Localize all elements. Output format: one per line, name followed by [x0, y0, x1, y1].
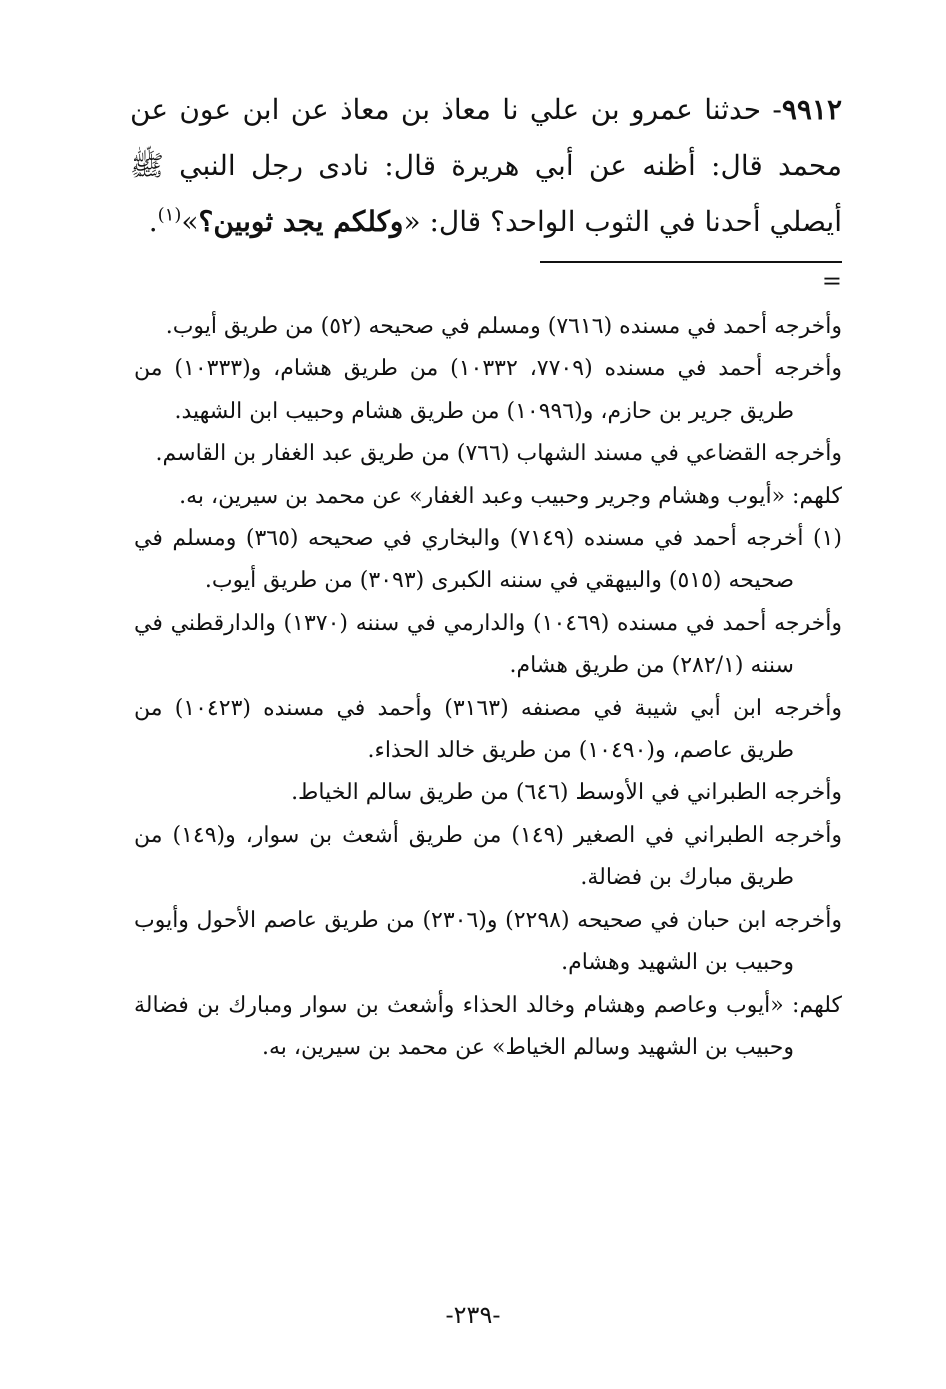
footnote-paragraph: وأخرجه أحمد في مسنده (٧٧٠٩، ١٠٣٣٢) من طريق هشام، و(١٠٣٣٣) من طريق جرير بن حازم، و(١٠٩٩٦) من طريق هشام وحبيب ابن الشهيد. — [134, 356, 842, 424]
hadith-text — [130, 82, 842, 250]
footnote-continuation-mark: = — [821, 267, 842, 295]
footnote-paragraph: وأخرجه الطبراني في الأوسط (٦٤٦) من طريق سالم الخياط. — [291, 780, 842, 806]
footnote-paragraph: وأخرجه أحمد في مسنده (٧٦١٦) ومسلم في صحيحه (٥٢) من طريق أيوب. — [165, 314, 842, 339]
footnote-paragraph: وأخرجه ابن أبي شيبة في مصنفه (٣١٦٣) وأحمد في مسنده (١٠٤٢٣) من طريق عاصم، و(١٠٤٩٠) من طريق خالد الحذاء. — [134, 695, 842, 764]
footnote-paragraph: وأخرجه ابن حبان في صحيحه (٢٢٩٨) و(٢٣٠٦) من طريق عاصم الأحول وأيوب وحبيب بن الشهيد وهشام. — [134, 907, 842, 976]
footnote-paragraph: وأخرجه القضاعي في مسند الشهاب (٧٦٦) من طريق عبد الغفار بن القاسم. — [155, 441, 842, 467]
footnote-paragraph: كلهم: «أيوب وعاصم وهشام وخالد الحذاء وأشعث بن سوار ومبارك بن فضالة وحبيب بن الشهيد وسالم الخياط» عن محمد بن سيرين، به. — [134, 992, 842, 1060]
page-number: -٢٣٩- — [445, 1301, 501, 1329]
hadith-number: ٩٩١٢ — [781, 93, 842, 126]
footnote-paragraph: كلهم: «أيوب وهشام وجرير وحبيب وعبد الغفار» عن محمد بن سيرين، به. — [179, 483, 842, 509]
footnote-reference: (١) — [157, 204, 182, 226]
footnote-1-paragraph: (١) أخرجه أحمد في مسنده (٧١٤٩) والبخاري في صحيحه (٣٦٥) ومسلم في صحيحه (٥١٥) والبيهقي في سننه الكبرى (٣٠٩٣) من طريق أيوب. — [134, 526, 842, 594]
hadith-end-punctuation: . — [148, 205, 158, 238]
footnote-paragraph: وأخرجه أحمد في مسنده (١٠٤٦٩) والدارمي في سننه (١٣٧٠) والدارقطني في سننه (٢٨٢/١) من طريق هشام. — [134, 610, 843, 679]
footnote-separator — [540, 261, 842, 263]
hadith-closing-quote: » — [181, 205, 199, 238]
hadith-emphasis: وكلكم يجد ثوبين؟ — [198, 205, 404, 238]
footnote-paragraph: وأخرجه الطبراني في الصغير (١٤٩) من طريق أشعث بن سوار، و(١٤٩) من طريق مبارك بن فضالة. — [134, 822, 843, 891]
footnotes-section — [134, 306, 842, 1069]
hadith-body: - حدثنا عمرو بن علي نا معاذ بن معاذ عن ابن عون عن محمد قال: أظنه عن أبي هريرة قال: نادى رجل النبي ﷺ أيصلي أحدنا في الثوب الواحد؟ قال: « — [130, 93, 843, 238]
